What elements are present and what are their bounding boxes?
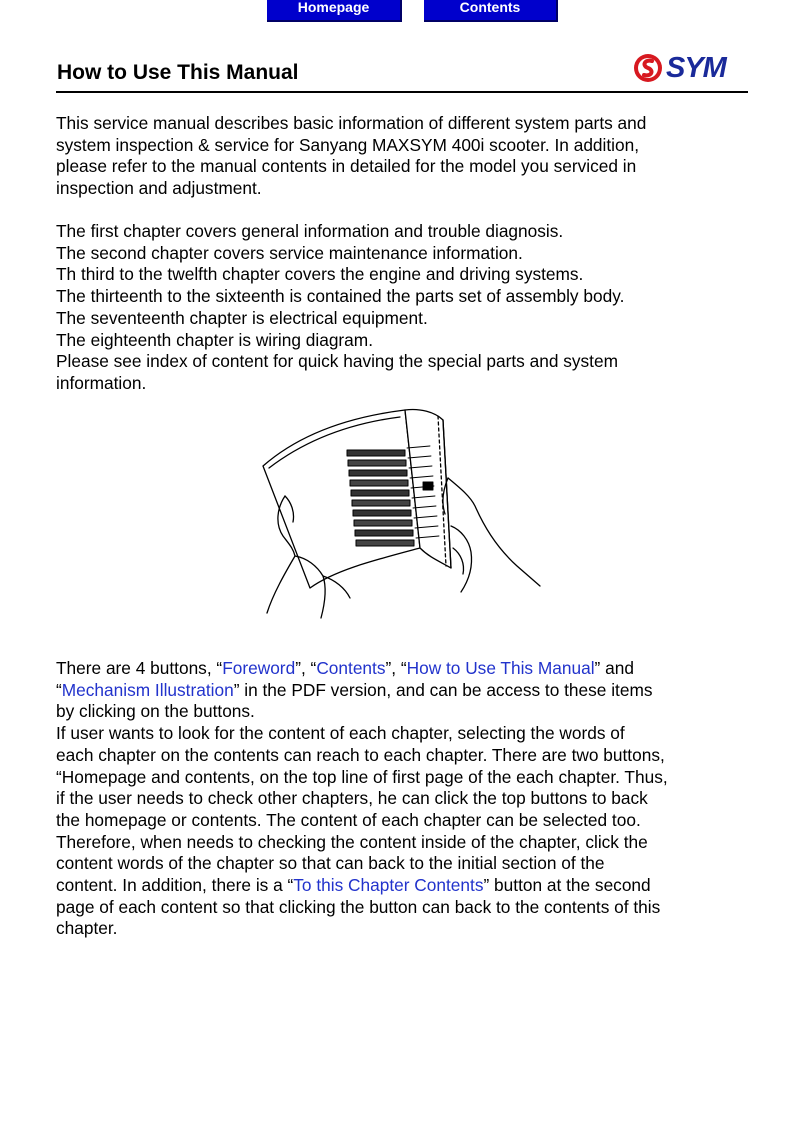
text-line: please refer to the manual contents in detailed for the model you serviced in	[56, 156, 637, 177]
sym-logo	[632, 52, 748, 84]
text-line: each chapter on the contents can reach to each chapter. There are two buttons,	[56, 744, 665, 765]
contents-link[interactable]: Contents	[316, 658, 386, 678]
text-fragment: ”, “	[385, 658, 407, 678]
text-line: inspection and adjustment.	[56, 178, 262, 199]
text-fragment: ” and	[594, 658, 634, 678]
text-line: The eighteenth chapter is wiring diagram.	[56, 329, 373, 350]
text-line: The thirteenth to the sixteenth is contained the parts set of assembly body.	[56, 286, 625, 307]
how-to-use-link[interactable]: How to Use This Manual	[406, 658, 595, 678]
text-line: The first chapter covers general information and trouble diagnosis.	[56, 221, 564, 241]
text-line: if the user needs to check other chapters, he can click the top buttons to back	[56, 788, 648, 809]
text-fragment: ” button at the second	[483, 875, 651, 896]
text-fragment: content. In addition, there is a “	[56, 875, 294, 896]
buttons-paragraph	[56, 658, 756, 940]
text-fragment: There are 4 buttons, “	[56, 658, 223, 678]
text-line	[56, 680, 756, 702]
text-line: Please see index of content for quick having the special parts and system	[56, 351, 618, 372]
text-line: by clicking on the buttons.	[56, 701, 255, 722]
text-line: Th third to the twelfth chapter covers the engine and driving systems.	[56, 264, 584, 285]
foreword-link[interactable]: Foreword	[222, 658, 296, 678]
text-line: The seventeenth chapter is electrical equipment.	[56, 307, 428, 328]
text-line: system inspection & service for Sanyang MAXSYM 400i scooter. In addition,	[56, 134, 640, 155]
text-line	[56, 875, 756, 897]
page-title: How to Use This Manual	[57, 61, 299, 84]
text-line: This service manual describes basic information of different system parts and	[56, 113, 647, 133]
text-line: content words of the chapter so that can back to the initial section of the	[56, 853, 605, 874]
mechanism-illustration-link[interactable]: Mechanism Illustration	[61, 679, 234, 700]
text-line: chapter.	[56, 918, 118, 939]
intro-paragraph	[56, 113, 756, 200]
text-line: The second chapter covers service maintenance information.	[56, 242, 523, 263]
logo-wordmark: SYM	[666, 52, 726, 84]
text-line	[56, 658, 756, 680]
contents-button[interactable]: Contents	[424, 0, 558, 22]
manual-handling-illustration	[255, 398, 550, 638]
text-line: If user wants to look for the content of each chapter, selecting the words of	[56, 723, 625, 744]
text-line: Therefore, when needs to checking the content inside of the chapter, click the	[56, 831, 648, 852]
text-line: page of each content so that clicking the button can back to the contents of this	[56, 896, 661, 917]
chapter-contents-link[interactable]: To this Chapter Contents	[293, 875, 484, 896]
text-line: information.	[56, 372, 147, 393]
text-fragment: “	[56, 679, 62, 700]
title-divider	[56, 91, 748, 93]
homepage-button[interactable]: Homepage	[267, 0, 402, 22]
text-line: “Homepage and contents, on the top line of first page of the each chapter. Thus,	[56, 766, 668, 787]
chapters-paragraph	[56, 221, 756, 395]
text-line: the homepage or contents. The content of each chapter can be selected too.	[56, 809, 641, 830]
sym-emblem-icon	[632, 52, 664, 84]
text-fragment: ”, “	[295, 658, 317, 678]
text-fragment: ” in the PDF version, and can be access to these items	[233, 679, 653, 700]
